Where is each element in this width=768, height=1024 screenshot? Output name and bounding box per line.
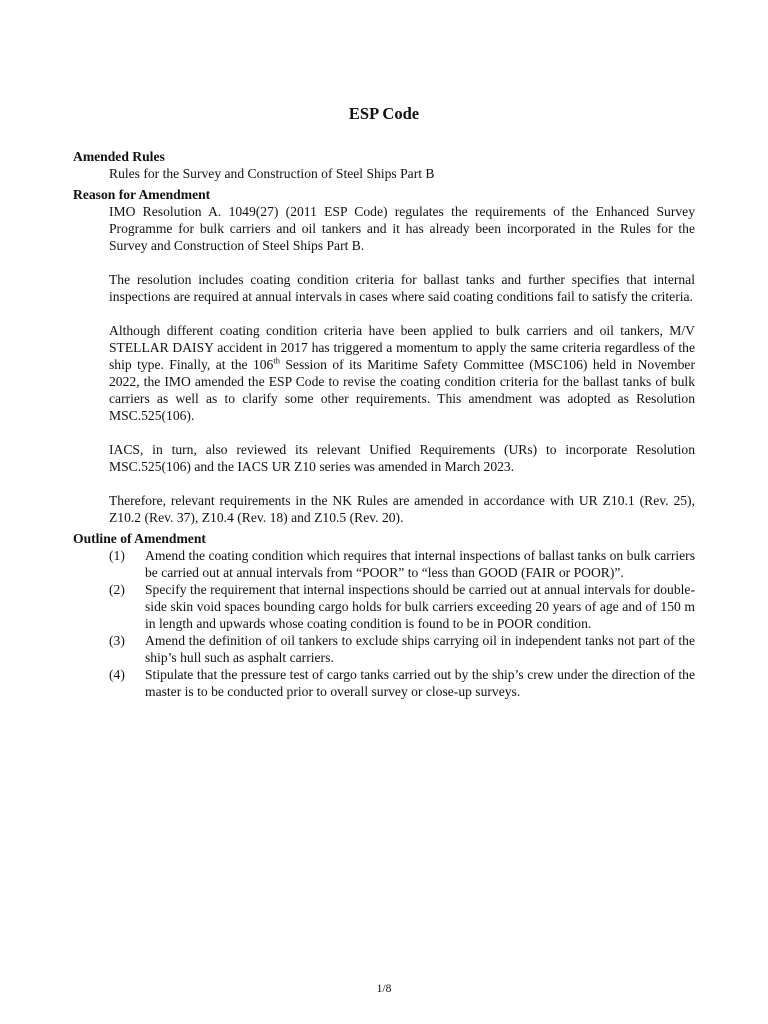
list-item-text: Amend the coating condition which requires that internal inspections of ballast tanks on bulk carriers be carried out at annual intervals from “POOR” to “less than GOOD (FAIR or POOR)”. bbox=[145, 548, 695, 580]
list-item bbox=[73, 581, 695, 632]
list-item-text: Specify the requirement that internal inspections should be carried out at annual intervals for double-side skin void spaces bounding cargo holds for bulk carriers exceeding 20 years of age and of 150 m in length and upwards whose coating condition is found to be in POOR condition. bbox=[145, 582, 695, 631]
list-item-number: (3) bbox=[109, 633, 125, 648]
reason-paragraph-5: Therefore, relevant requirements in the NK Rules are amended in accordance with UR Z10.1 (Rev. 25), Z10.2 (Rev. 37), Z10.4 (Rev. 18) and Z10.5 (Rev. 20). bbox=[109, 493, 695, 525]
page-number: 1/8 bbox=[376, 983, 392, 995]
reason-paragraph-1: IMO Resolution A. 1049(27) (2011 ESP Code) regulates the requirements of the Enhanced Survey Programme for bulk carriers and oil tankers and it has already been incorporated in the Rules for the Survey and Construction of Steel Ships Part B. bbox=[109, 204, 695, 253]
list-item-number: (4) bbox=[109, 667, 125, 682]
reason-paragraph-3 bbox=[109, 322, 695, 424]
document-page bbox=[73, 104, 695, 700]
list-item bbox=[73, 632, 695, 666]
reason-heading: Reason for Amendment bbox=[73, 187, 211, 202]
ordinal-suffix: th bbox=[273, 355, 280, 366]
reason-paragraph-3-start: Although different coating condition criteria have been applied to bulk carriers and oil tankers, M/V STELLAR DAISY accident in 2017 has triggered a momentum to apply the same criteria regardless of the ship type. Finally, at the 106 bbox=[109, 323, 695, 372]
list-item-number: (2) bbox=[109, 582, 125, 597]
list-item-text: Stipulate that the pressure test of cargo tanks carried out by the ship’s crew under the direction of the master is to be conducted prior to overall survey or close-up surveys. bbox=[145, 667, 695, 699]
document-title: ESP Code bbox=[348, 104, 420, 123]
list-item-number: (1) bbox=[109, 548, 125, 563]
reason-paragraph-4: IACS, in turn, also reviewed its relevant Unified Requirements (URs) to incorporate Resolution MSC.525(106) and the IACS UR Z10 series was amended in March 2023. bbox=[109, 442, 695, 474]
reason-paragraph-2: The resolution includes coating condition criteria for ballast tanks and further specifies that internal inspections are required at annual intervals in cases where said coating conditions fail to satisfy the criteria. bbox=[109, 272, 695, 304]
list-item bbox=[73, 547, 695, 581]
outline-section bbox=[73, 530, 695, 700]
reason-paragraph-3-end: Session of its Maritime Safety Committee (MSC106) held in November 2022, the IMO amended the ESP Code to revise the coating condition criteria for the ballast tanks of bulk carriers as well as to clarify some other requirements. This amendment was adopted as Resolution MSC.525(106). bbox=[109, 357, 695, 423]
outline-list bbox=[73, 547, 695, 700]
reason-section bbox=[73, 186, 695, 526]
amended-rules-section bbox=[73, 148, 695, 182]
outline-heading: Outline of Amendment bbox=[73, 531, 206, 546]
list-item bbox=[73, 666, 695, 700]
amended-rules-heading: Amended Rules bbox=[73, 149, 165, 164]
amended-rules-text: Rules for the Survey and Construction of Steel Ships Part B bbox=[109, 166, 435, 181]
list-item-text: Amend the definition of oil tankers to exclude ships carrying oil in independent tanks not part of the ship’s hull such as asphalt carriers. bbox=[145, 633, 695, 665]
